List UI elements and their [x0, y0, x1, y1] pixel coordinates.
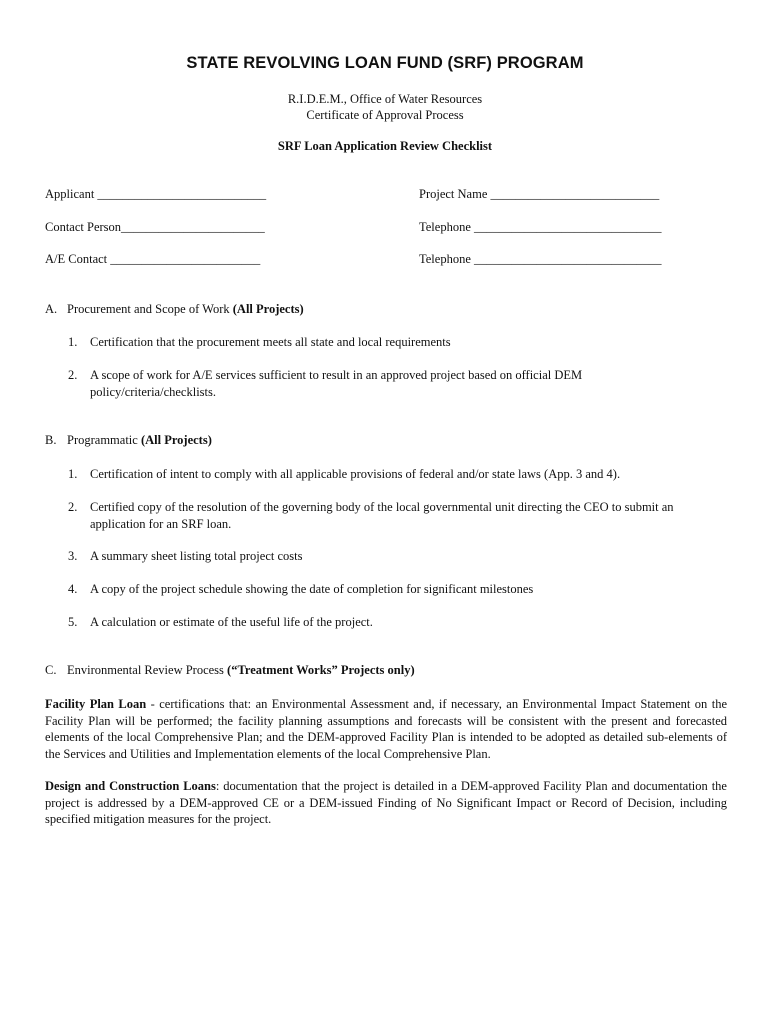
section-b-heading — [45, 433, 212, 448]
item-number: 1. — [68, 467, 78, 481]
project-name-field[interactable] — [419, 187, 659, 202]
design-construction-text: : documentation that the project is detailed in a DEM-approved Facility Plan and documentation the project is addressed by a DEM-approved CE or a DEM-issued Finding of No Significant Impact or Record of Decision, including specified mitigation measures for the project. — [45, 779, 727, 826]
section-a-qualifier: (All Projects) — [232, 302, 304, 316]
design-construction-label: Design and Construction Loans — [45, 779, 216, 793]
section-a-item-1 — [68, 334, 733, 351]
section-a-title: Procurement and Scope of Work — [67, 302, 230, 316]
section-b-letter: B. — [45, 433, 57, 447]
section-b-title: Programmatic — [67, 433, 138, 447]
contact-person-blank[interactable]: _______________________ — [121, 220, 265, 234]
section-b-item-1 — [68, 466, 733, 483]
item-number: 4. — [68, 582, 78, 596]
applicant-field[interactable] — [45, 187, 266, 202]
telephone-field-1[interactable] — [419, 220, 662, 235]
item-number: 2. — [68, 500, 78, 514]
item-text: Certification that the procurement meets all state and local requirements — [90, 335, 451, 349]
item-number: 1. — [68, 335, 78, 349]
contact-person-field[interactable] — [45, 220, 265, 235]
section-a-heading — [45, 302, 304, 317]
section-b-item-5 — [68, 614, 733, 631]
section-b-qualifier: (All Projects) — [140, 433, 212, 447]
telephone-label-1: Telephone — [419, 220, 471, 234]
project-name-label: Project Name — [419, 187, 488, 201]
telephone-blank-1[interactable]: ______________________________ — [474, 220, 662, 234]
section-c-qualifier: (“Treatment Works” Projects only) — [227, 663, 415, 677]
section-b-item-2 — [68, 499, 730, 532]
project-name-blank[interactable]: ___________________________ — [490, 187, 660, 201]
section-c-title: Environmental Review Process — [67, 663, 224, 677]
ae-contact-field[interactable] — [45, 252, 260, 267]
office-subtitle: R.I.D.E.M., Office of Water Resources — [287, 92, 483, 106]
item-text: A summary sheet listing total project costs — [90, 549, 303, 563]
design-construction-paragraph — [45, 778, 727, 828]
checklist-title: SRF Loan Application Review Checklist — [277, 139, 493, 153]
telephone-blank-2[interactable]: ______________________________ — [474, 252, 662, 266]
applicant-blank[interactable]: ___________________________ — [97, 187, 267, 201]
facility-plan-label: Facility Plan Loan — [45, 697, 147, 711]
item-text: Certified copy of the resolution of the governing body of the local governmental unit directing the CEO to submit an application for an SRF loan. — [90, 500, 674, 531]
item-text: A copy of the project schedule showing the date of completion for significant milestones — [90, 582, 534, 596]
process-subtitle: Certificate of Approval Process — [306, 108, 464, 122]
item-text: A calculation or estimate of the useful life of the project. — [90, 615, 373, 629]
contact-person-label: Contact Person — [45, 220, 122, 234]
item-text: A scope of work for A/E services sufficient to result in an approved project based on official DEM policy/criteria/checklists. — [90, 368, 583, 399]
item-number: 2. — [68, 368, 78, 382]
item-number: 5. — [68, 615, 78, 629]
section-c-letter: C. — [45, 663, 57, 677]
ae-contact-blank[interactable]: ________________________ — [110, 252, 261, 266]
section-b-item-3 — [68, 548, 733, 565]
facility-plan-paragraph — [45, 696, 727, 762]
facility-plan-text: - certifications that: an Environmental Assessment and, if necessary, an Environmental Impact Statement on the Facility Plan will be performed; the facility planning assumptions and forecasts will be consistent with the present and forecasted elements of the local Comprehensive Plan; and the DEM-approved Facility Plan is intended to be adopted as detailed sub-elements of the Services and Utilities and Implementation elements of the local Comprehensive Plan. — [45, 697, 727, 761]
section-b-item-4 — [68, 581, 733, 598]
telephone-label-2: Telephone — [419, 252, 471, 266]
section-a-item-2 — [68, 367, 648, 400]
item-text: Certification of intent to comply with all applicable provisions of federal and/or state laws (App. 3 and 4). — [90, 467, 621, 481]
applicant-label: Applicant — [45, 187, 95, 201]
section-c-heading — [45, 663, 415, 678]
telephone-field-2[interactable] — [419, 252, 662, 267]
item-number: 3. — [68, 549, 78, 563]
section-a-letter: A. — [45, 302, 58, 316]
ae-contact-label: A/E Contact — [45, 252, 108, 266]
document-title: STATE REVOLVING LOAN FUND (SRF) PROGRAM — [186, 54, 584, 72]
